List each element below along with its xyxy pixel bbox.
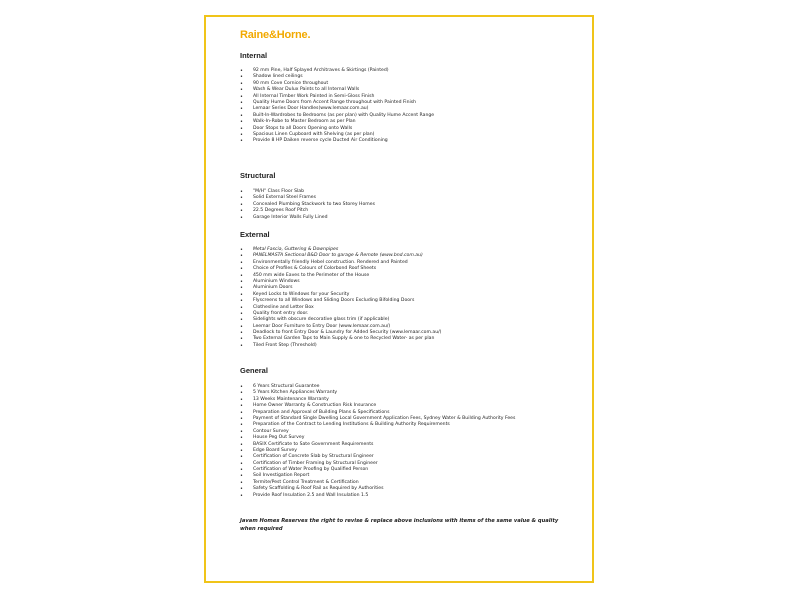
bullet-icon: •	[240, 409, 243, 416]
list-item: • Edge Board Survey	[240, 447, 297, 454]
bullet-icon: •	[240, 454, 243, 461]
bullet-icon: •	[240, 422, 243, 429]
list-item: • Keyed Locks to Windows for your Security	[240, 291, 350, 298]
list-item: • Provide Roof Insulation 2.5 and Wall Insulation 1.5	[240, 492, 369, 499]
bullet-icon: •	[240, 310, 243, 317]
bullet-icon: •	[240, 384, 243, 390]
bullet-icon: •	[240, 259, 243, 266]
bullet-icon: •	[240, 486, 243, 493]
bullet-icon: •	[240, 125, 243, 132]
list-item: • Preparation of the Contract to Lending Institutions & Building Authority Requirements	[240, 422, 450, 429]
bullet-icon: •	[240, 247, 243, 253]
list-item: • BASIX Certificate to Sate Government Requirements	[240, 441, 374, 448]
list-item: • Garage Interior Walls Fully Lined	[240, 214, 328, 221]
bullet-icon: •	[240, 447, 243, 454]
bullet-icon: •	[240, 106, 243, 113]
list-item: • Flyscreens to all Windows and Sliding Doors Excluding Bifolding Doors	[240, 298, 415, 305]
section-list	[240, 68, 434, 145]
list-item: • 450 mm wide Eaves to the Perimeter of the House	[240, 272, 370, 279]
list-item: • 22.5 Degrees Roof Pitch	[240, 208, 309, 215]
list-item: • Quality Hume Doors from Accent Range throughout with Painted Finish	[240, 99, 417, 106]
list-item: • PANELMASTA Sectional B&D Door to garage & Remote (www.bnd.com.au)	[240, 253, 423, 260]
section-external	[240, 230, 441, 349]
list-item: • 5 Years Kitchen Appliances Warranty	[240, 390, 338, 397]
list-item: • Lemaar Series Door Handles(www.lemaar.com.au)	[240, 106, 369, 113]
list-item: • Choice of Profiles & Colours of Colorbond Roof Sheets	[240, 266, 377, 273]
bullet-icon: •	[240, 304, 243, 311]
bullet-icon: •	[240, 330, 243, 337]
bullet-icon: •	[240, 68, 243, 74]
list-item: • All Internal Timber Work Painted in Semi-Gloss Finish	[240, 93, 375, 100]
bullet-icon: •	[240, 441, 243, 448]
list-item: • 92 mm Pine, Half Splayed Architraves & Skirtings (Painted)	[240, 68, 389, 74]
list-item: • Solid External Steel Frames	[240, 195, 316, 202]
section-title: Structural	[240, 171, 276, 180]
bullet-icon: •	[240, 266, 243, 273]
bullet-icon: •	[240, 323, 243, 330]
list-item: • Safety Scaffolding & Roof Rail as Required by Authorities	[240, 486, 384, 493]
bullet-icon: •	[240, 317, 243, 324]
section-list	[240, 384, 515, 499]
bullet-icon: •	[240, 138, 243, 145]
bullet-icon: •	[240, 403, 243, 410]
list-item: • 13 Weeks Maintenance Warranty	[240, 396, 329, 403]
section-title: Internal	[240, 51, 268, 60]
list-item: • Sidelights with obscure decorative glass trim (if applicable)	[240, 317, 390, 324]
bullet-icon: •	[240, 74, 243, 81]
bullet-icon: •	[240, 131, 243, 138]
bullet-icon: •	[240, 87, 243, 94]
list-item: • Preparation and Approval of Building Plans & Specifications	[240, 409, 390, 416]
list-item: • Built-In-Wardrobes to Bedrooms (as per plan) with Quality Hume Accent Range	[240, 112, 435, 119]
list-item: • 90 mm Cove Cornice throughout	[240, 80, 329, 87]
bullet-icon: •	[240, 119, 243, 126]
bullet-icon: •	[240, 479, 243, 486]
section-list	[240, 189, 375, 221]
section-general	[240, 366, 515, 499]
list-item: • Soil Investigation Report	[240, 473, 310, 480]
list-item: • Certification of Concrete Slab by Structural Engineer	[240, 454, 374, 461]
list-item: • Quality front entry door.	[240, 310, 309, 317]
list-item: • Two External Garden Taps to Main Supply & one to Recycled Water- as per plan	[240, 336, 435, 343]
bullet-icon: •	[240, 396, 243, 403]
bullet-icon: •	[240, 272, 243, 279]
bullet-icon: •	[240, 253, 243, 260]
bullet-icon: •	[240, 467, 243, 474]
bullet-icon: •	[240, 285, 243, 292]
bullet-icon: •	[240, 291, 243, 298]
bullet-icon: •	[240, 195, 243, 202]
bullet-icon: •	[240, 189, 243, 195]
list-item: • Deadlock to front Entry Door & Laundry for Added Security (www.lemaar.com.au/)	[240, 330, 442, 337]
list-item: • Certification of Water Proofing by Qualified Person	[240, 467, 369, 474]
list-item: • Metal Fascia, Guttering & Downpipes	[240, 247, 339, 253]
list-item: • Provide 8 HP Daiken reverse cycle Ducted Air Conditioning	[240, 138, 388, 145]
bullet-icon: •	[240, 435, 243, 442]
document-page	[204, 15, 594, 583]
bullet-icon: •	[240, 460, 243, 467]
list-item: • Clothesline and Letter Box	[240, 304, 314, 311]
bullet-icon: •	[240, 201, 243, 208]
list-item: • 6 Years Structural Guarantee	[240, 384, 320, 390]
list-item: • Wash & Wear Dulux Paints to all Internal Walls	[240, 87, 360, 94]
list-item: • Shadow lined ceilings	[240, 74, 303, 81]
bullet-icon: •	[240, 93, 243, 100]
bullet-icon: •	[240, 336, 243, 343]
list-item: • Leemar Door Furniture to Entry Door (www.lemaar.com.au/)	[240, 323, 391, 330]
bullet-icon: •	[240, 278, 243, 285]
list-item: • Door Stops to all Doors Opening onto Walls	[240, 125, 353, 132]
list-item: • House Peg Out Survey	[240, 435, 305, 442]
brand-logo: Raine&Horne.	[240, 29, 311, 41]
bullet-icon: •	[240, 415, 243, 422]
list-item: • "M/H" Class Floor Slab	[240, 189, 305, 195]
list-item: • Environmentally friendly Hebel construction. Rendered and Painted	[240, 259, 408, 266]
disclaimer-note: Javam Homes Reserves the right to revise & replace above inclusions with items of the same value & quality when required	[240, 518, 559, 532]
bullet-icon: •	[240, 80, 243, 87]
bullet-icon: •	[240, 298, 243, 305]
list-item: • Walk-In-Robe to Master Bedroom as per Plan	[240, 119, 356, 126]
section-structural	[240, 171, 375, 221]
bullet-icon: •	[240, 208, 243, 215]
bullet-icon: •	[240, 428, 243, 435]
section-internal	[240, 51, 434, 145]
list-item: • Aluminium Doors	[240, 285, 293, 292]
section-list	[240, 247, 441, 349]
bullet-icon: •	[240, 214, 243, 221]
list-item: • Spacious Linen Cupboard with Shelving (as per plan)	[240, 131, 375, 138]
bullet-icon: •	[240, 390, 243, 397]
bullet-icon: •	[240, 473, 243, 480]
list-item: • Payment of Standard Single Dwelling Local Government Application Fees, Sydney Water & Building Authority Fees	[240, 415, 516, 422]
bullet-icon: •	[240, 99, 243, 106]
list-item: • Concealed Plumbing Stackwork to two Storey Homes	[240, 201, 375, 208]
list-item: • Contour Survey	[240, 428, 289, 435]
list-item: • Termite/Pest Control Treatment & Certification	[240, 479, 359, 486]
list-item: • Tiled Front Step (Threshold)	[240, 342, 317, 349]
list-item: • Certification of Timber Framing by Structural Engineer	[240, 460, 378, 467]
bullet-icon: •	[240, 342, 243, 349]
bullet-icon: •	[240, 492, 243, 499]
list-item: • Home Owner Warranty & Construction Risk Insurance	[240, 403, 377, 410]
list-item: • Aluminium Windows	[240, 278, 300, 285]
section-title: External	[240, 230, 270, 239]
section-title: General	[240, 366, 268, 375]
bullet-icon: •	[240, 112, 243, 119]
